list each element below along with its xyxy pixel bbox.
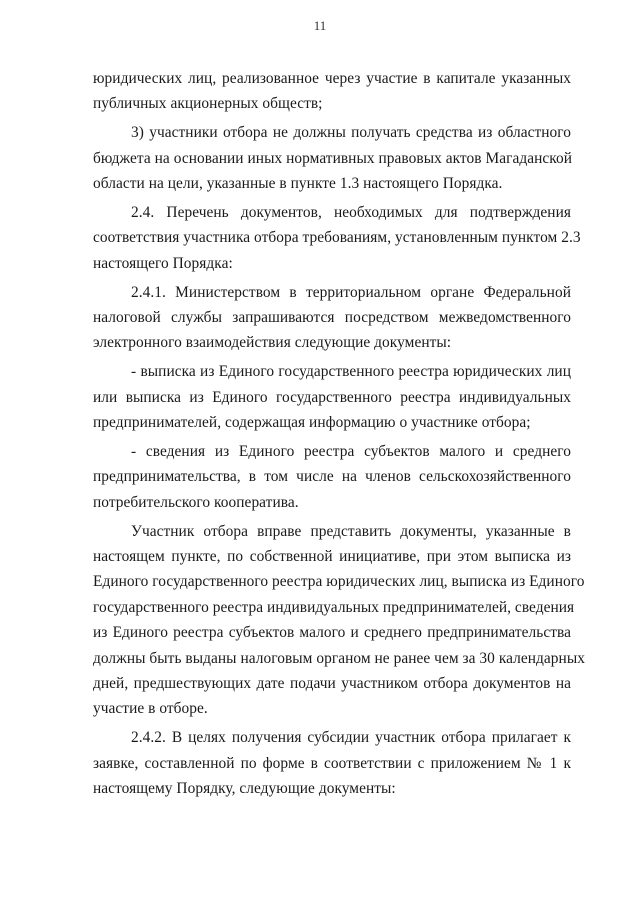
text-line: бюджета на основании иных нормативных правовых актов Магаданской: [93, 149, 573, 167]
text-line: должны быть выданы налоговым органом не ранее чем за 30 календарных: [93, 649, 585, 667]
text-line: государственного реестра индивидуальных предпринимателей, сведения: [93, 598, 575, 616]
paragraph-3: [93, 200, 581, 276]
paragraph-7: [93, 519, 585, 722]
text-line: 2.4.1. Министерством в территориальном органе Федеральной: [131, 283, 571, 301]
text-line: 2.4.2. В целях получения субсидии участник отбора прилагает к: [131, 729, 571, 747]
text-line: - сведения из Единого реестра субъектов малого и среднего: [131, 442, 571, 460]
text-line: налоговой службы запрашиваются посредством межведомственного: [93, 309, 571, 327]
text-line: участие в отборе.: [93, 700, 208, 718]
paragraph-5: [93, 359, 571, 435]
text-line: соответствия участника отбора требованиям, установленным пунктом 2.3: [93, 229, 581, 247]
paragraph-4: [93, 280, 571, 356]
paragraph-6: [93, 439, 571, 515]
paragraph-2: [93, 120, 571, 196]
text-line: из Единого реестра субъектов малого и среднего предпринимательства: [93, 624, 571, 642]
text-line: Единого государственного реестра юридических лиц, выписка из Единого: [93, 573, 585, 591]
text-line: Участник отбора вправе представить документы, указанные в: [131, 522, 571, 540]
text-line: - выписка из Единого государственного реестра юридических лиц: [131, 363, 571, 381]
text-line: или выписка из Единого государственного реестра индивидуальных: [93, 388, 571, 406]
text-line: настоящему Порядку, следующие документы:: [93, 780, 396, 798]
text-line: публичных акционерных обществ;: [93, 95, 323, 113]
paragraph-8: [93, 725, 571, 801]
page-number: 11: [313, 18, 327, 33]
text-line: электронного взаимодействия следующие документы:: [93, 334, 452, 352]
text-line: предпринимательства, в том числе на членов сельскохозяйственного: [93, 468, 571, 486]
text-line: потребительского кооператива.: [93, 493, 299, 511]
text-line: предпринимателей, содержащая информацию о участнике отбора;: [93, 414, 531, 432]
text-line: 2.4. Перечень документов, необходимых для подтверждения: [131, 203, 571, 221]
paragraph-1: [93, 66, 571, 117]
text-line: дней, предшествующих дате подачи участником отбора документов на: [93, 674, 571, 692]
text-line: юридических лиц, реализованное через участие в капитале указанных: [93, 70, 571, 87]
document-body: [93, 66, 585, 805]
text-line: настоящего Порядка:: [93, 254, 233, 272]
text-line: области на цели, указанные в пункте 1.3 настоящего Порядка.: [93, 175, 503, 193]
text-line: настоящем пункте, по собственной инициативе, при этом выписка из: [93, 548, 571, 566]
text-line: 3) участники отбора не должны получать средства из областного: [131, 124, 571, 142]
text-line: заявке, составленной по форме в соответствии с приложением № 1 к: [93, 754, 571, 772]
